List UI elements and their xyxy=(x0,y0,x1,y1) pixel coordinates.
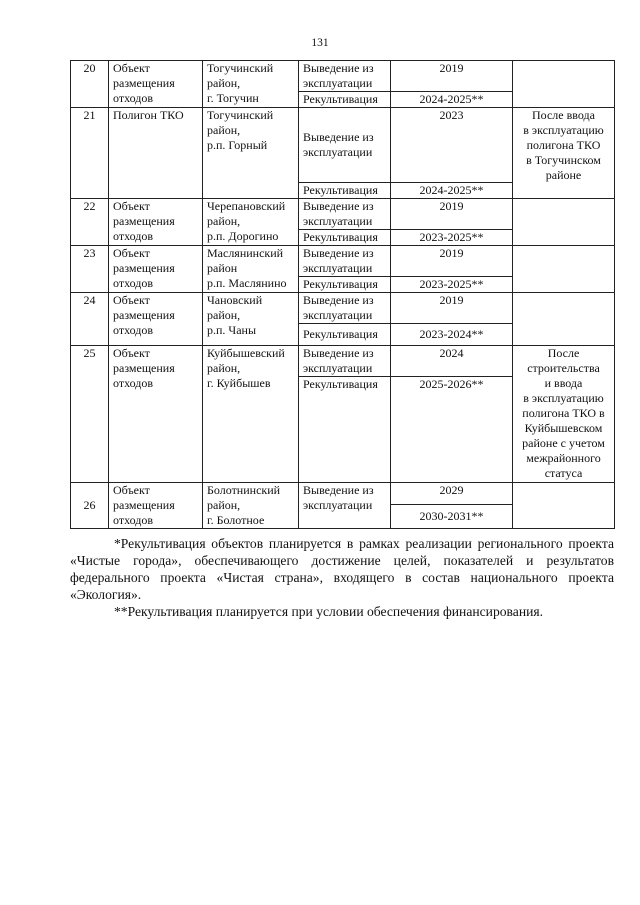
note-cell xyxy=(513,246,615,293)
year-cell: 2023 xyxy=(391,108,513,183)
page-number: 131 xyxy=(311,37,329,49)
action-cell: Выведение из эксплуатации xyxy=(299,246,391,277)
action-cell: Рекультивация xyxy=(299,230,391,246)
table-row xyxy=(71,346,615,377)
object-type-cell: Объект размещения отходов xyxy=(109,199,203,246)
year-cell: 2019 xyxy=(391,246,513,277)
action-cell: Выведение из эксплуатации xyxy=(299,483,391,529)
district-cell: Черепановский район, р.п. Дорогино xyxy=(203,199,299,246)
year-cell: 2019 xyxy=(391,61,513,92)
row-number-cell: 25 xyxy=(71,346,109,483)
action-cell: Выведение из эксплуатации xyxy=(299,199,391,230)
year-cell: 2023-2025** xyxy=(391,277,513,293)
object-type-cell: Объект размещения отходов xyxy=(109,293,203,346)
waste-objects-table xyxy=(70,60,615,529)
action-cell: Выведение из эксплуатации xyxy=(299,293,391,324)
year-cell: 2024-2025** xyxy=(391,92,513,108)
object-type-cell: Объект размещения отходов xyxy=(109,61,203,108)
year-cell: 2029 xyxy=(391,483,513,505)
footnote-single-asterisk: *Рекультивация объектов планируется в рамках реализации регионального проекта «Чистые города», обеспечивающего достижение целей, показателей и результатов федерального проекта «Чистая страна», входящего в состав национального проекта «Экология». xyxy=(70,536,614,602)
row-number-cell: 21 xyxy=(71,108,109,199)
year-cell: 2019 xyxy=(391,293,513,324)
action-cell: Рекультивация xyxy=(299,377,391,483)
year-cell: 2023-2024** xyxy=(391,324,513,346)
action-cell: Рекультивация xyxy=(299,324,391,346)
table-row xyxy=(71,293,615,324)
object-type-cell: Полигон ТКО xyxy=(109,108,203,199)
action-cell: Рекультивация xyxy=(299,277,391,293)
action-cell: Выведение из эксплуатации xyxy=(299,61,391,92)
table-row xyxy=(71,108,615,183)
year-cell: 2025-2026** xyxy=(391,377,513,483)
year-cell: 2030-2031** xyxy=(391,505,513,529)
row-number-cell: 23 xyxy=(71,246,109,293)
row-number-cell: 22 xyxy=(71,199,109,246)
district-cell: Болотнинский район, г. Болотное xyxy=(203,483,299,529)
note-cell xyxy=(513,483,615,529)
district-cell: Тогучинский район, г. Тогучин xyxy=(203,61,299,108)
district-cell: Маслянинский район р.п. Маслянино xyxy=(203,246,299,293)
note-cell xyxy=(513,61,615,108)
footnote-double-asterisk: **Рекультивация планируется при условии обеспечения финансирования. xyxy=(114,604,544,619)
object-type-cell: Объект размещения отходов xyxy=(109,346,203,483)
year-cell: 2024 xyxy=(391,346,513,377)
district-cell: Тогучинский район, р.п. Горный xyxy=(203,108,299,199)
action-cell: Выведение из эксплуатации xyxy=(299,108,391,183)
action-cell: Рекультивация xyxy=(299,92,391,108)
table-row xyxy=(71,246,615,277)
note-cell xyxy=(513,293,615,346)
year-cell: 2023-2025** xyxy=(391,230,513,246)
object-type-cell: Объект размещения отходов xyxy=(109,483,203,529)
table-row xyxy=(71,483,615,505)
note-cell: После ввода в эксплуатацию полигона ТКО в Тогучинском районе xyxy=(513,108,615,199)
district-cell: Куйбышевский район, г. Куйбышев xyxy=(203,346,299,483)
row-number-cell: 26 xyxy=(71,483,109,529)
action-cell: Выведение из эксплуатации xyxy=(299,346,391,377)
note-cell xyxy=(513,199,615,246)
table-row xyxy=(71,199,615,230)
note-cell: После строительства и ввода в эксплуатацию полигона ТКО в Куйбышевском районе с учетом межрайонного статуса xyxy=(513,346,615,483)
district-cell: Чановский район, р.п. Чаны xyxy=(203,293,299,346)
row-number-cell: 24 xyxy=(71,293,109,346)
row-number-cell: 20 xyxy=(71,61,109,108)
year-cell: 2024-2025** xyxy=(391,183,513,199)
object-type-cell: Объект размещения отходов xyxy=(109,246,203,293)
action-cell: Рекультивация xyxy=(299,183,391,199)
year-cell: 2019 xyxy=(391,199,513,230)
footnotes xyxy=(70,535,614,620)
table-row xyxy=(71,61,615,92)
